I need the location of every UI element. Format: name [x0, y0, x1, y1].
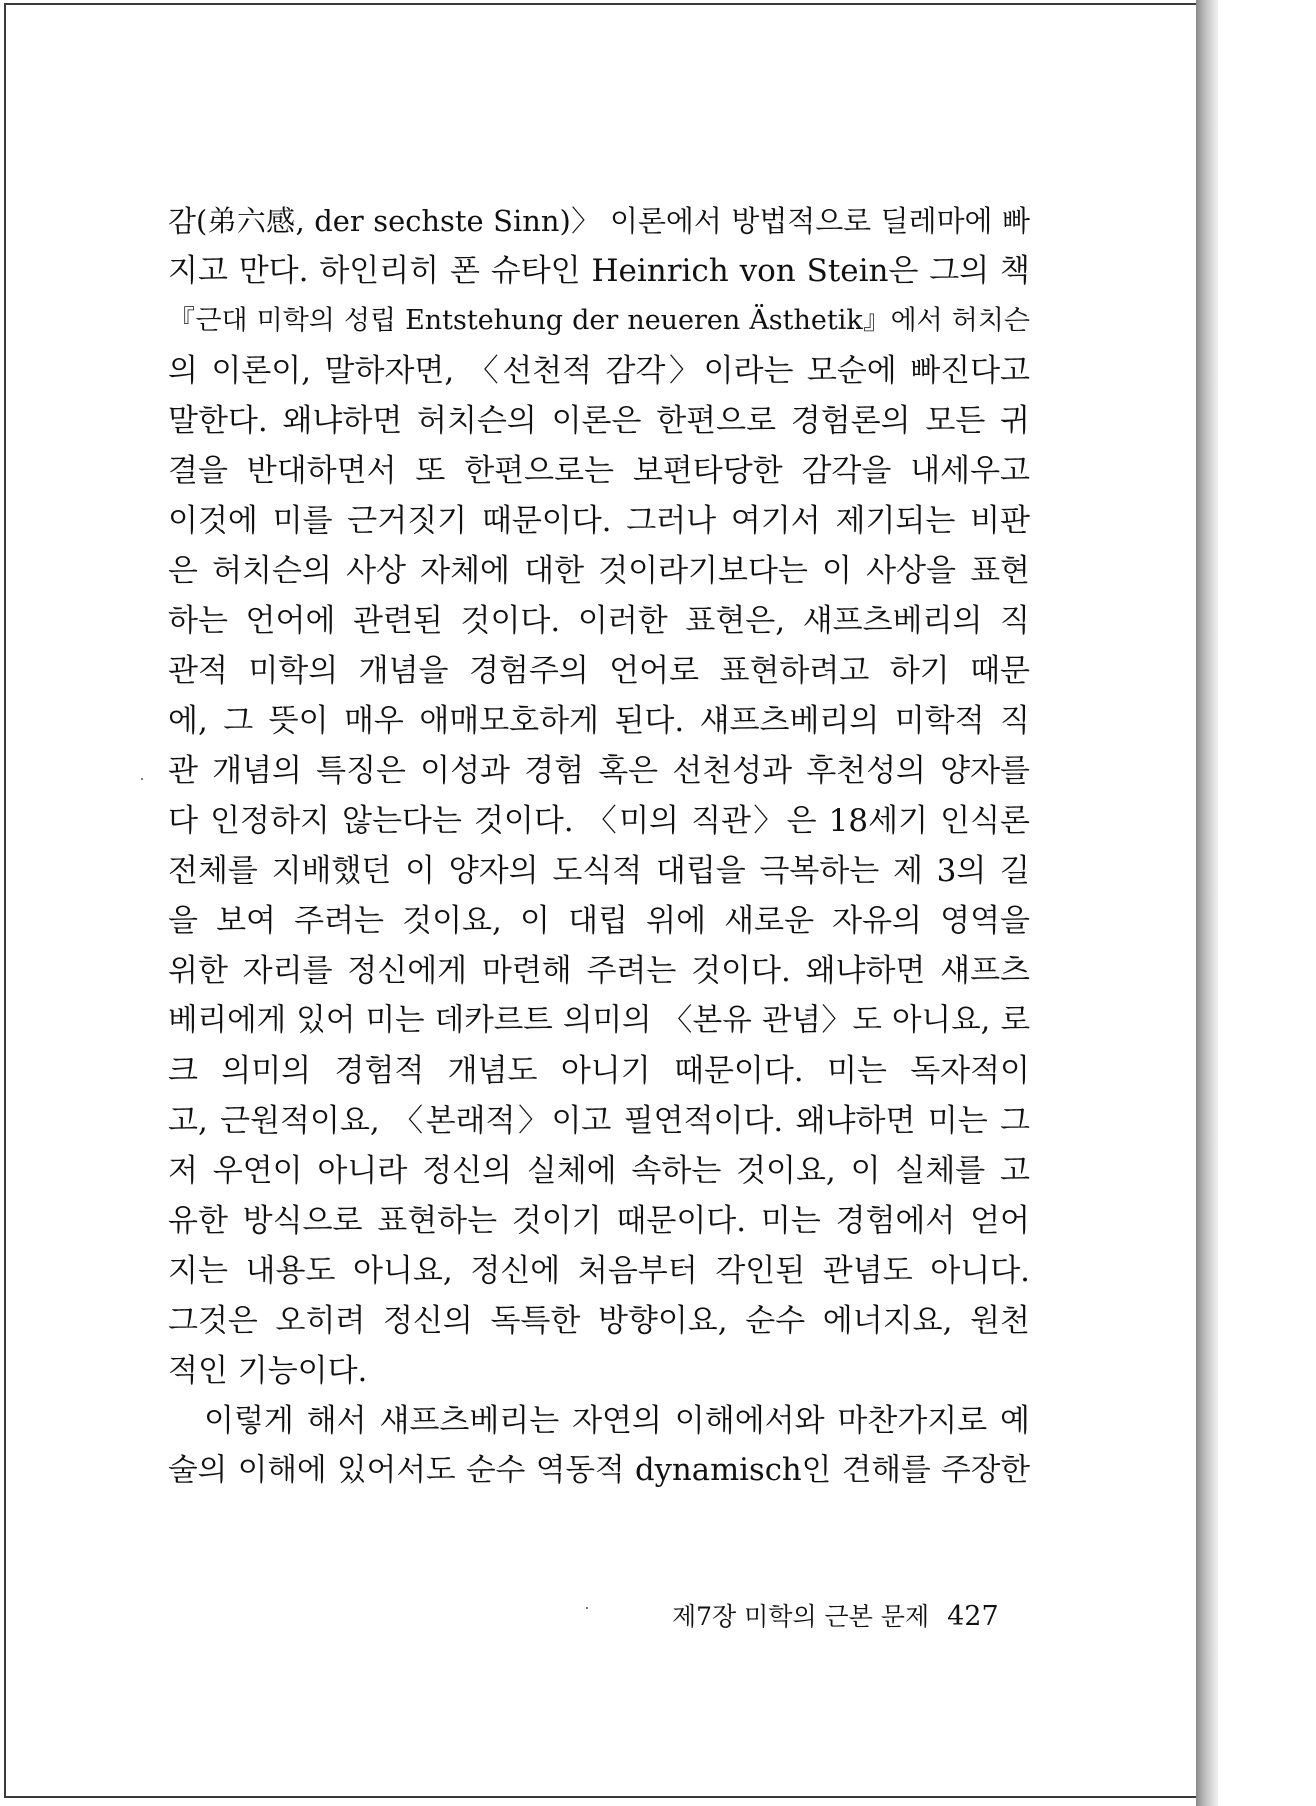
- scan-speck: [141, 778, 143, 780]
- text-line: 고, 근원적이요, 〈본래적〉이고 필연적이다. 왜냐하면 미는 그: [168, 1103, 1030, 1139]
- text-line: 을 보여 주려는 것이요, 이 대립 위에 새로운 자유의 영역을: [168, 903, 1030, 939]
- text-line: 감(弟六感, der sechste Sinn)〉 이론에서 방법적으로 딜레마에 빠: [168, 204, 1030, 238]
- text-line: 지는 내용도 아니요, 정신에 처음부터 각인된 관념도 아니다.: [168, 1253, 1030, 1289]
- paragraph-start-line: 이렇게 해서 섀프츠베리는 자연의 이해에서와 마찬가지로 예: [204, 1403, 1030, 1439]
- text-line: 베리에게 있어 미는 데카르트 의미의 〈본유 관념〉도 아니요, 로: [168, 1003, 1030, 1038]
- page-edge: [1196, 0, 1218, 1806]
- paragraph-end-line: 적인 기능이다.: [168, 1353, 368, 1389]
- text-line: 위한 자리를 정신에게 마련해 주려는 것이다. 왜냐하면 섀프츠: [168, 953, 1030, 989]
- text-line: 다 인정하지 않는다는 것이다. 〈미의 직관〉은 18세기 인식론: [168, 803, 1030, 839]
- text-line: 유한 방식으로 표현하는 것이기 때문이다. 미는 경험에서 얻어: [168, 1203, 1030, 1239]
- text-line: 은 허치슨의 사상 자체에 대한 것이라기보다는 이 사상을 표현: [168, 553, 1030, 589]
- text-line: 술의 이해에 있어서도 순수 역동적 dynamisch인 견해를 주장한: [168, 1453, 1030, 1488]
- chapter-title: 제7장 미학의 근본 문제: [672, 1602, 930, 1631]
- text-line: 이것에 미를 근거짓기 때문이다. 그러나 여기서 제기되는 비판: [168, 503, 1030, 539]
- text-line: 결을 반대하면서 또 한편으로는 보편타당한 감각을 내세우고: [168, 453, 1030, 489]
- text-line: 『근대 미학의 성립 Entstehung der neueren Ästhetik』에서 허치슨: [168, 305, 1030, 336]
- text-line: 말한다. 왜냐하면 허치슨의 이론은 한편으로 경험론의 모든 귀: [168, 403, 1030, 439]
- text-line: 크 의미의 경험적 개념도 아니기 때문이다. 미는 독자적이: [168, 1053, 1030, 1089]
- text-line: 저 우연이 아니라 정신의 실체에 속하는 것이요, 이 실체를 고: [168, 1153, 1030, 1189]
- text-line: 관적 미학의 개념을 경험주의 언어로 표현하려고 하기 때문: [168, 653, 1030, 689]
- text-line: 지고 만다. 하인리히 폰 슈타인 Heinrich von Stein은 그의 책: [168, 253, 1030, 289]
- text-line: 관 개념의 특징은 이성과 경험 혹은 선천성과 후천성의 양자를: [168, 753, 1030, 789]
- text-line: 그것은 오히려 정신의 독특한 방향이요, 순수 에너지요, 원천: [168, 1303, 1030, 1339]
- scan-speck: [586, 1607, 588, 1609]
- text-line: 의 이론이, 말하자면, 〈선천적 감각〉이라는 모순에 빠진다고: [168, 353, 1030, 389]
- page-number: 427: [947, 1601, 999, 1632]
- text-line: 전체를 지배했던 이 양자의 도식적 대립을 극복하는 제 3의 길: [168, 853, 1030, 889]
- running-footer: [672, 1597, 1012, 1637]
- text-line: 하는 언어에 관련된 것이다. 이러한 표현은, 섀프츠베리의 직: [168, 603, 1030, 639]
- text-line: 에, 그 뜻이 매우 애매모호하게 된다. 섀프츠베리의 미학적 직: [168, 703, 1030, 739]
- background-margin: [1218, 0, 1316, 1806]
- body-text: [168, 196, 1030, 1496]
